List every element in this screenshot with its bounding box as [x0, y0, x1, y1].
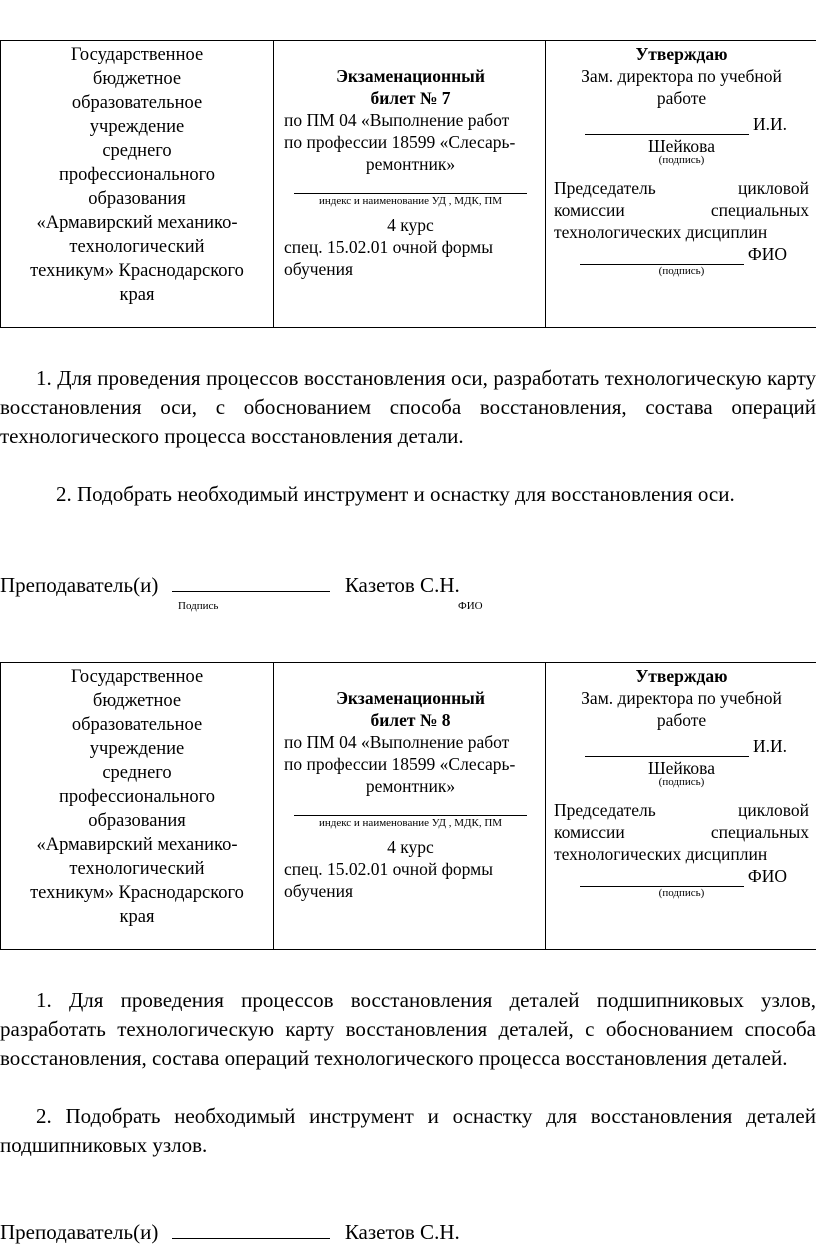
school-name: Государственное бюджетное образовательное учреждение среднего профессионального образования «Армавирский механико- технологический техникум» Краснодарского края: [30, 45, 244, 305]
specialty: спец. 15.02.01 очной формы обучения: [284, 237, 494, 279]
chair-signature-row: ФИО: [554, 243, 809, 265]
ticket-info-cell: [274, 663, 546, 950]
signature-caption: (подпись): [658, 887, 705, 899]
signature-line: [585, 116, 749, 135]
caption-signature: Подпись: [178, 600, 219, 612]
signature-line: [172, 1218, 330, 1239]
teacher-signature: Преподаватель(и) Казетов С.Н.: [0, 1220, 460, 1244]
deputy-name: Шейкова: [648, 136, 715, 156]
ticket-header-table-1: [0, 40, 816, 328]
chair-row-1: Председатель цикловой: [554, 178, 809, 198]
deputy-name: Шейкова: [648, 758, 715, 778]
ticket-title: Экзаменационный билет № 7: [336, 66, 485, 108]
ticket-title: Экзаменационный билет № 8: [336, 688, 485, 730]
question-2: 2. Подобрать необходимый инструмент и оснастку для восстановления оси.: [56, 482, 735, 506]
approval-cell: [546, 663, 816, 950]
index-caption: индекс и наименование УД , МДК, ПМ: [294, 193, 527, 208]
chair-signature-row: ФИО: [554, 865, 809, 887]
specialty: спец. 15.02.01 очной формы обучения: [284, 859, 494, 901]
approve-heading: Утверждаю: [635, 44, 728, 64]
signature-caption: (подпись): [658, 265, 705, 277]
question-1: 1. Для проведения процессов восстановления оси, разработать технологическую карту восстановления оси, с обоснованием способа восстановления, состава операций технологического процесса восстановления детали.: [0, 366, 816, 448]
question-2: 2. Подобрать необходимый инструмент и оснастку для восстановления деталей подшипниковых узлов.: [0, 1104, 816, 1157]
chair-row-2: комиссии специальных: [554, 200, 809, 220]
teacher-signature: Преподаватель(и) Казетов С.Н.: [0, 573, 460, 597]
school-name: Государственное бюджетное образовательное учреждение среднего профессионального образования «Армавирский механико- технологический техникум» Краснодарского края: [30, 667, 244, 927]
school-cell: [1, 663, 274, 950]
ticket-header-table-2: [0, 662, 816, 950]
chair-row-1: Председатель цикловой: [554, 800, 809, 820]
signature-line: [172, 571, 330, 592]
course: 4 курс: [387, 215, 434, 235]
signature-line: [580, 868, 744, 887]
deputy-signature-row: И.И.: [554, 113, 809, 135]
ticket-subject: по ПМ 04 «Выполнение работ по профессии 18599 «Слесарь- ремонтник»: [284, 732, 516, 796]
chair-row-3: технологических дисциплин: [554, 844, 768, 864]
approve-heading: Утверждаю: [635, 666, 728, 686]
signature-line: [585, 738, 749, 757]
signature-line: [580, 246, 744, 265]
chair-row-2: комиссии специальных: [554, 822, 809, 842]
signature-caption: (подпись): [658, 776, 705, 788]
question-1: 1. Для проведения процессов восстановления деталей подшипниковых узлов, разработать технологическую карту восстановления деталей, с обоснованием способа восстановления, состава операций технологического процесса восстановления деталей.: [0, 988, 816, 1070]
deputy-title: Зам. директора по учебной работе: [581, 66, 782, 108]
course: 4 курс: [387, 837, 434, 857]
deputy-signature-row: И.И.: [554, 735, 809, 757]
chair-row-3: технологических дисциплин: [554, 222, 768, 242]
school-cell: [1, 41, 274, 328]
ticket-info-cell: [274, 41, 546, 328]
index-caption: индекс и наименование УД , МДК, ПМ: [294, 815, 527, 830]
signature-caption: (подпись): [658, 154, 705, 166]
caption-fio: ФИО: [458, 600, 483, 612]
approval-cell: [546, 41, 816, 328]
deputy-title: Зам. директора по учебной работе: [581, 688, 782, 730]
ticket-subject: по ПМ 04 «Выполнение работ по профессии 18599 «Слесарь- ремонтник»: [284, 110, 516, 174]
